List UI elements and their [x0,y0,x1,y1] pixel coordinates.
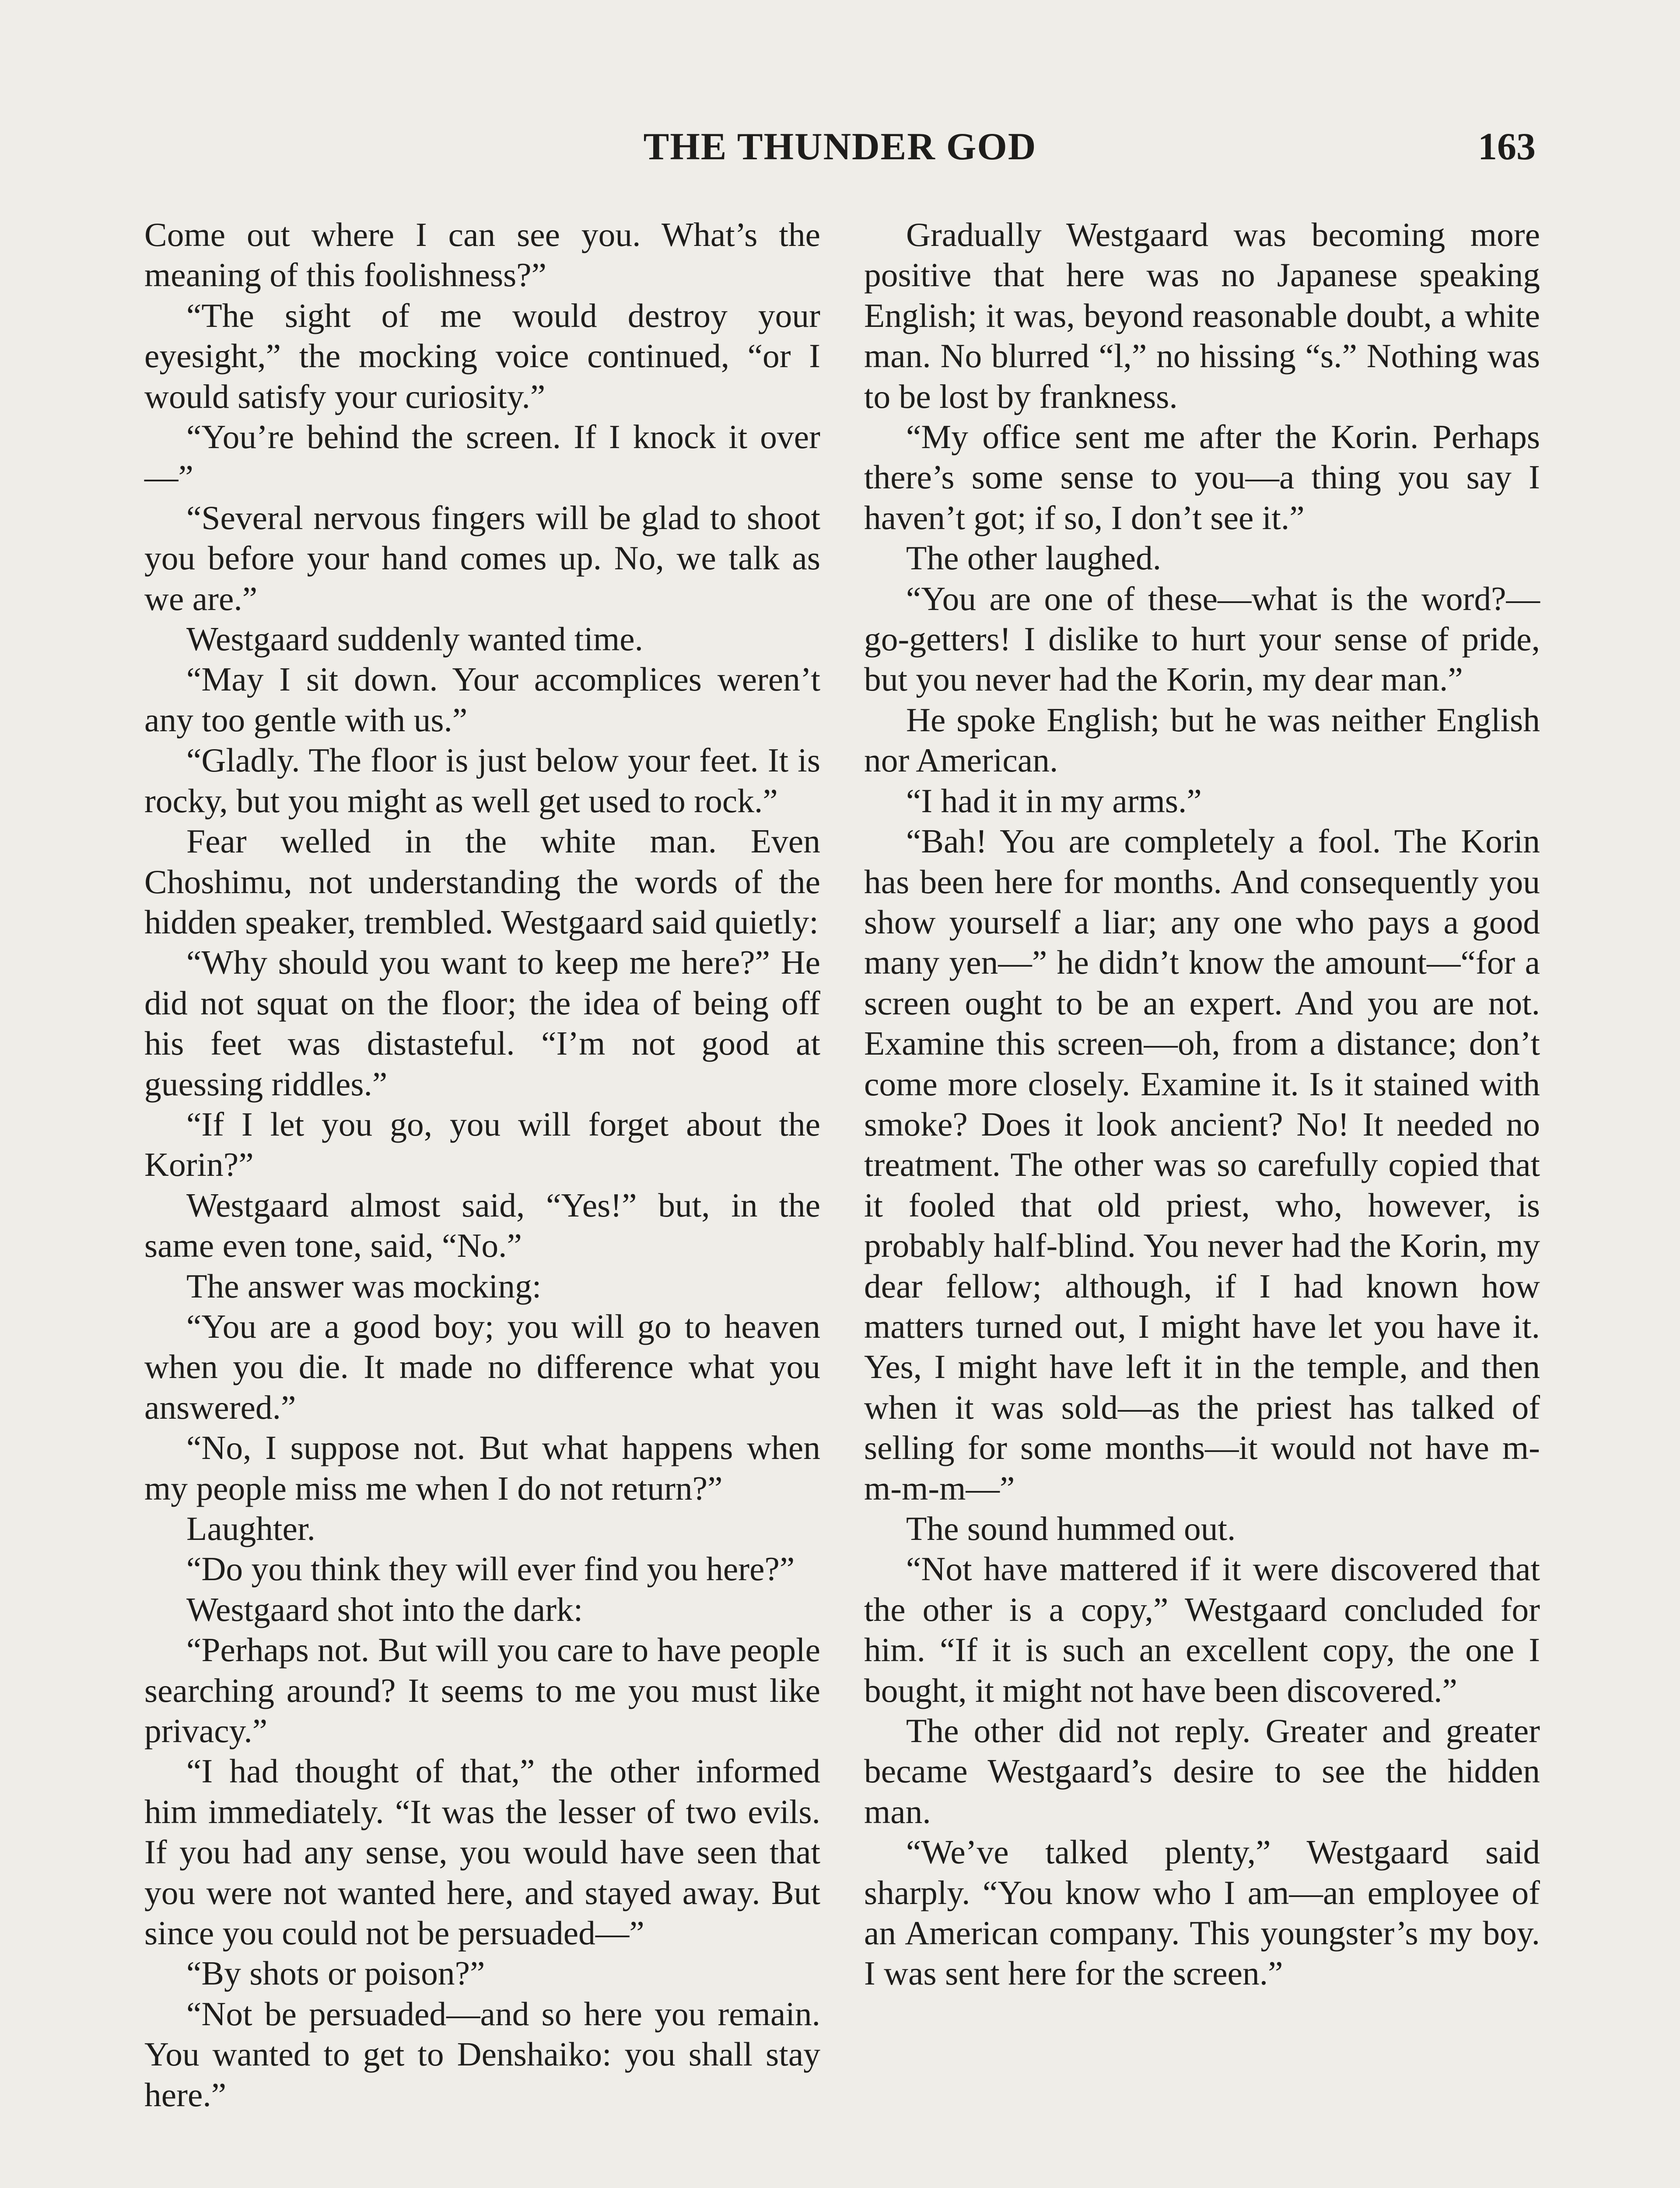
paragraph: “If I let you go, you will forget about the Korin?” [144,1105,820,1184]
paragraph: Come out where I can see you. What’s the meaning of this foolishness?” [144,216,820,294]
paragraph: Westgaard almost said, “Yes!” but, in the same even tone, said, “No.” [144,1186,820,1265]
paragraph: “Bah! You are completely a fool. The Korin has been here for months. And consequently you show yourself a liar; any one who pays a good many yen—” he didn’t know the amount—“for a screen ought to be an expert. And you are not. Examine this screen—oh, from a distance; don’t come more closely. Examine it. Is it stained with smoke? Does it look ancient? No! It needed no treatment. The other was so carefully copied that it fooled that old priest, who, however, is probably half-blind. You never had the Korin, my dear fellow; although, if I had known how matters turned out, I might have let you have it. Yes, I might have left it in the temple, and then when it was sold—as the priest has talked of selling for some months—it would not have m-m-m-m—” [864,822,1540,1507]
paragraph: Westgaard shot into the dark: [186,1590,583,1628]
page-number: 163 [1478,126,1536,168]
paragraph: Fear welled in the white man. Even Choshimu, not understanding the words of the hidden speaker, trembled. Westgaard said quietly: [144,822,820,941]
paragraph: He spoke English; but he was neither English nor American. [864,701,1540,779]
paragraph: “By shots or poison?” [186,1954,485,1992]
paragraph: Gradually Westgaard was becoming more positive that here was no Japanese speaking English; it was, beyond reasonable doubt, a white man. No blurred “l,” no hissing “s.” Nothing was to be lost by frankness. [864,216,1540,415]
paragraph: “Gladly. The floor is just below your feet. It is rocky, but you might as well get used to rock.” [144,741,820,820]
paragraph: “We’ve talked plenty,” Westgaard said sharply. “You know who I am—an employee of an American company. This youngster’s my boy. I was sent here for the screen.” [864,1833,1540,1992]
paragraph: “I had thought of that,” the other informed him immediately. “It was the lesser of two evils. If you had any sense, you would have seen that you were not wanted here, and stayed away. But since you could not be persuaded—” [144,1752,820,1952]
running-title: THE THUNDER GOD [643,126,1037,168]
paragraph: “Several nervous fingers will be glad to shoot you before your hand comes up. No, we talk as we are.” [144,498,820,617]
paragraph: The sound hummed out. [906,1510,1236,1547]
paragraph: “No, I suppose not. But what happens when my people miss me when I do not return?” [144,1429,820,1507]
paragraph: “You’re behind the screen. If I knock it over—” [144,418,820,496]
right-column [864,214,1540,1994]
paragraph: Westgaard suddenly wanted time. [186,620,644,658]
paragraph: The other did not reply. Greater and greater became Westgaard’s desire to see the hidden man. [864,1712,1540,1830]
paragraph: “Not have mattered if it were discovered that the other is a copy,” Westgaard concluded for him. “If it is such an excellent copy, the one I bought, it might not have been discovered.” [864,1550,1540,1709]
paragraph: “Perhaps not. But will you care to have people searching around? It seems to me you must like privacy.” [144,1631,820,1750]
paragraph: The answer was mocking: [186,1267,542,1305]
paragraph: The other laughed. [906,539,1162,577]
paragraph: “Why should you want to keep me here?” He did not squat on the floor; the idea of being off his feet was distasteful. “I’m not good at guessing riddles.” [144,943,820,1103]
paragraph: “My office sent me after the Korin. Perhaps there’s some sense to you—a thing you say I haven’t got; if so, I don’t see it.” [864,418,1540,536]
paragraph: “You are one of these—what is the word?—go-getters! I dislike to hurt your sense of pride, but you never had the Korin, my dear man.” [864,579,1540,698]
paragraph: “Not be persuaded—and so here you remain. You wanted to get to Denshaiko: you shall stay here.” [144,1995,820,2114]
paragraph: “Do you think they will ever find you here?” [186,1550,795,1588]
paragraph: “The sight of me would destroy your eyesight,” the mocking voice continued, “or I would satisfy your curiosity.” [144,296,820,415]
paragraph: “You are a good boy; you will go to heaven when you die. It made no difference what you answered.” [144,1307,820,1426]
left-column [144,214,820,2115]
paragraph: Laughter. [186,1510,315,1547]
paragraph: “I had it in my arms.” [906,782,1202,820]
page-header [144,125,1536,182]
paragraph: “May I sit down. Your accomplices weren’t any too gentle with us.” [144,660,820,739]
